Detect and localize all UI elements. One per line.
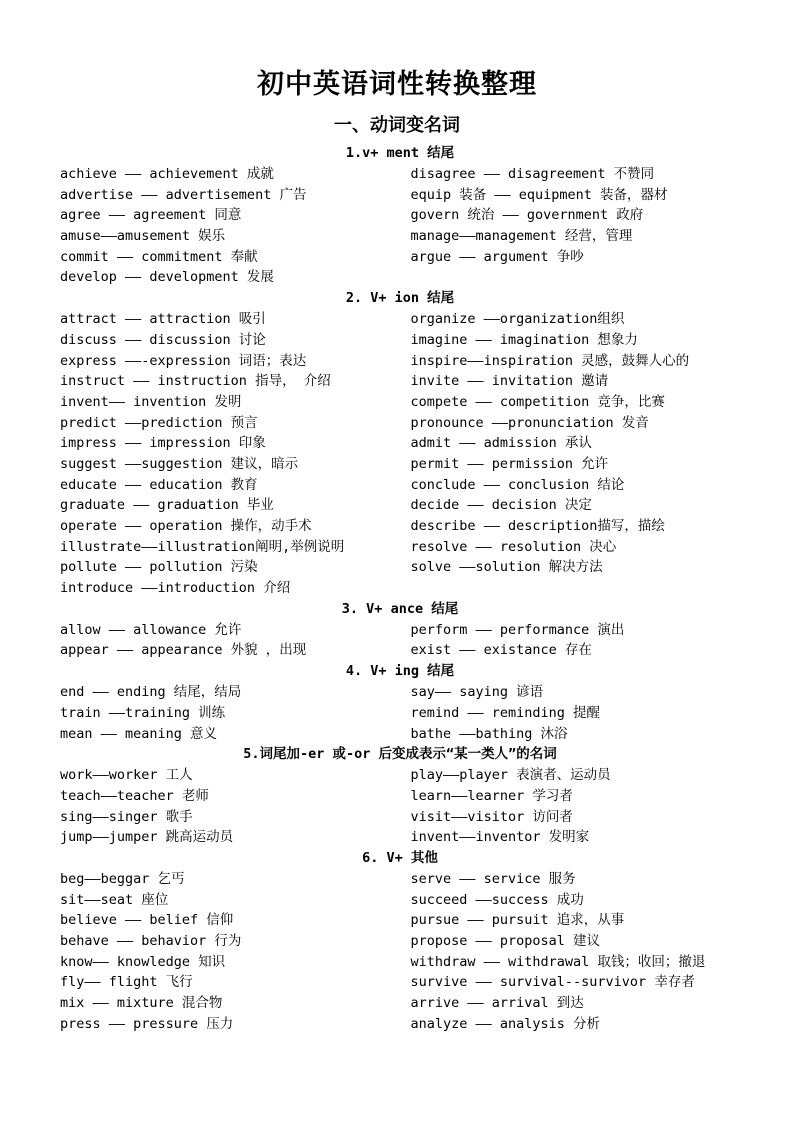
word-pair-left: appear —— appearance 外貌 ，出现	[60, 642, 307, 659]
word-pair-row	[60, 972, 740, 993]
word-pair-row	[60, 537, 740, 558]
word-pair-row	[60, 682, 740, 703]
word-pair-left: invent—— invention 发明	[60, 393, 242, 410]
word-pair-row	[60, 475, 740, 496]
word-pair-left: work——worker 工人	[60, 767, 193, 784]
word-pair-row	[60, 890, 740, 911]
word-pair-row	[60, 226, 740, 247]
word-pair-row	[60, 786, 740, 807]
word-pair-right: learn——learner 学习者	[410, 787, 573, 804]
word-pair-right: equip 装备 —— equipment 装备，器材	[410, 186, 668, 203]
word-pair-right: permit —— permission 允许	[410, 455, 609, 472]
word-pair-left: introduce ——introduction 介绍	[60, 580, 291, 597]
word-pair-left: believe —— belief 信仰	[60, 912, 234, 929]
word-pair-right: exist —— existance 存在	[410, 642, 592, 659]
word-pair-right: analyze —— analysis 分析	[410, 1015, 601, 1032]
word-pair-left: discuss —— discussion 讨论	[60, 331, 266, 348]
word-pair-row	[60, 557, 740, 578]
word-pair-right: govern 统治 —— government 政府	[410, 207, 644, 224]
word-pair-left: mean —— meaning 意义	[60, 725, 218, 742]
word-pair-row	[60, 413, 740, 434]
word-pair-left: develop —— development 发展	[60, 269, 274, 286]
word-pair-left: jump——jumper 跳高运动员	[60, 829, 234, 846]
word-pair-right: solve ——solution 解决方法	[410, 559, 603, 576]
word-pair-row	[60, 454, 740, 475]
word-pair-left: achieve —— achievement 成就	[60, 166, 274, 182]
subsection-heading: 1.v+ ment 结尾	[345, 145, 455, 161]
word-pair-right: imagine —— imagination 想象力	[410, 331, 638, 348]
word-pair-left: educate —— education 教育	[60, 476, 258, 493]
word-pair-left: impress —— impression 印象	[60, 435, 266, 452]
word-pair-row	[60, 807, 740, 828]
word-pair-row	[60, 433, 740, 454]
word-pair-left: fly—— flight 飞行	[60, 974, 193, 991]
word-pair-row	[60, 910, 740, 931]
word-pair-right: arrive —— arrival 到达	[410, 995, 584, 1012]
word-pair-row	[60, 392, 740, 413]
word-pair-left: sing——singer 歌手	[60, 808, 193, 825]
word-pair-row	[60, 724, 740, 745]
word-pair-left: press —— pressure 压力	[60, 1015, 234, 1032]
word-pair-row	[60, 952, 740, 973]
word-pair-row	[60, 703, 740, 724]
word-pair-right	[410, 578, 740, 599]
word-pair-right: conclude —— conclusion 结论	[410, 476, 625, 493]
word-pair-right: remind —— reminding 提醒	[410, 704, 601, 721]
word-pair-row	[60, 267, 740, 288]
word-pair-left: operate —— operation 操作，动手术	[60, 518, 312, 534]
word-pair-right: organize ——organization组织	[410, 311, 625, 328]
word-pair-right: succeed ——success 成功	[410, 891, 584, 908]
word-pair-right: disagree —— disagreement 不赞同	[410, 166, 655, 182]
word-pair-row	[60, 1014, 740, 1035]
word-pair-left: predict ——prediction 预言	[60, 414, 258, 431]
word-pair-row	[60, 247, 740, 268]
word-pair-row	[60, 309, 740, 330]
word-pair-left: graduate —— graduation 毕业	[60, 497, 274, 514]
word-pair-right: pronounce ——pronunciation 发音	[410, 414, 649, 431]
word-pair-left: sit——seat 座位	[60, 891, 169, 908]
word-pair-row	[60, 351, 740, 372]
word-pair-row	[60, 495, 740, 516]
word-pair-row	[60, 371, 740, 392]
word-pair-right: visit——visitor 访问者	[410, 808, 573, 825]
word-pair-left: advertise —— advertisement 广告	[60, 186, 307, 203]
word-pair-right: decide —— decision 决定	[410, 497, 592, 514]
word-pair-right: manage——management 经营，管理	[410, 228, 633, 245]
word-pair-left: instruct —— instruction 指导， 介绍	[60, 373, 331, 390]
word-pair-row	[60, 827, 740, 848]
word-pair-left: mix —— mixture 混合物	[60, 995, 223, 1012]
word-pair-left: attract —— attraction 吸引	[60, 311, 266, 328]
word-pair-right: propose —— proposal 建议	[410, 933, 601, 949]
word-pair-row	[60, 205, 740, 226]
word-pair-right: serve —— service 服务	[410, 870, 576, 887]
word-pair-right: withdraw —— withdrawal 取钱；收回；撤退	[410, 953, 706, 970]
word-pair-right: play——player 表演者、运动员	[410, 767, 611, 784]
word-pair-left: pollute —— pollution 污染	[60, 559, 258, 576]
word-pair-right: invent——inventor 发明家	[410, 829, 590, 846]
word-pair-left: commit —— commitment 奉献	[60, 248, 258, 265]
word-pair-right: pursue —— pursuit 追求，从事	[410, 912, 625, 929]
word-pair-row	[60, 869, 740, 890]
word-pair-right: say—— saying 谚语	[410, 684, 544, 701]
word-pair-row	[60, 578, 740, 599]
word-pair-right: invite —— invitation 邀请	[410, 373, 609, 390]
subsection-heading: 3. V+ ance 结尾	[341, 600, 459, 617]
word-pair-right: compete —— competition 竞争，比赛	[410, 393, 665, 410]
word-pair-left: express ——-expression 词语；表达	[60, 352, 307, 369]
subsection-heading: 6. V+ 其他	[362, 849, 438, 866]
word-list	[60, 143, 740, 1034]
word-pair-right: argue —— argument 争吵	[410, 248, 584, 265]
word-pair-left: end —— ending 结尾，结局	[60, 684, 242, 701]
word-pair-right: survive —— survival--survivor 幸存者	[410, 974, 695, 991]
word-pair-row	[60, 185, 740, 206]
word-pair-left: teach——teacher 老师	[60, 787, 209, 804]
word-pair-left: illustrate——illustration阐明,举例说明	[60, 538, 345, 555]
word-pair-right: describe —— description描写，描绘	[410, 518, 665, 534]
word-pair-right: bathe ——bathing 沐浴	[410, 725, 568, 742]
word-pair-row	[60, 164, 740, 185]
word-pair-right: resolve —— resolution 决心	[410, 538, 617, 555]
subsection-heading: 5.词尾加-er 或-or 后变成表示“某一类人”的名词	[243, 746, 557, 763]
subsection-heading: 2. V+ ion 结尾	[345, 290, 455, 307]
word-pair-row	[60, 330, 740, 351]
word-pair-left: beg——beggar 乞丐	[60, 870, 185, 887]
word-pair-right: perform —— performance 演出	[410, 621, 625, 638]
subsection-heading: 4. V+ ing 结尾	[345, 663, 455, 680]
word-pair-row	[60, 931, 740, 952]
section-title: 一、动词变名词	[334, 115, 460, 136]
word-pair-right: admit —— admission 承认	[410, 435, 592, 452]
word-pair-left: know—— knowledge 知识	[60, 953, 226, 970]
word-pair-row	[60, 765, 740, 786]
word-pair-right	[410, 267, 740, 288]
word-pair-left: train ——training 训练	[60, 704, 226, 721]
word-pair-row	[60, 620, 740, 641]
word-pair-left: allow —— allowance 允许	[60, 621, 242, 638]
word-pair-row	[60, 993, 740, 1014]
document-title: 初中英语词性转换整理	[257, 69, 537, 100]
word-pair-right: inspire——inspiration 灵感，鼓舞人心的	[410, 352, 690, 369]
word-pair-left: behave —— behavior 行为	[60, 933, 242, 949]
word-pair-left: suggest ——suggestion 建议，暗示	[60, 455, 299, 472]
word-pair-left: agree —— agreement 同意	[60, 207, 242, 224]
word-pair-row	[60, 516, 740, 537]
word-pair-row	[60, 640, 740, 661]
word-pair-left: amuse——amusement 娱乐	[60, 228, 226, 245]
